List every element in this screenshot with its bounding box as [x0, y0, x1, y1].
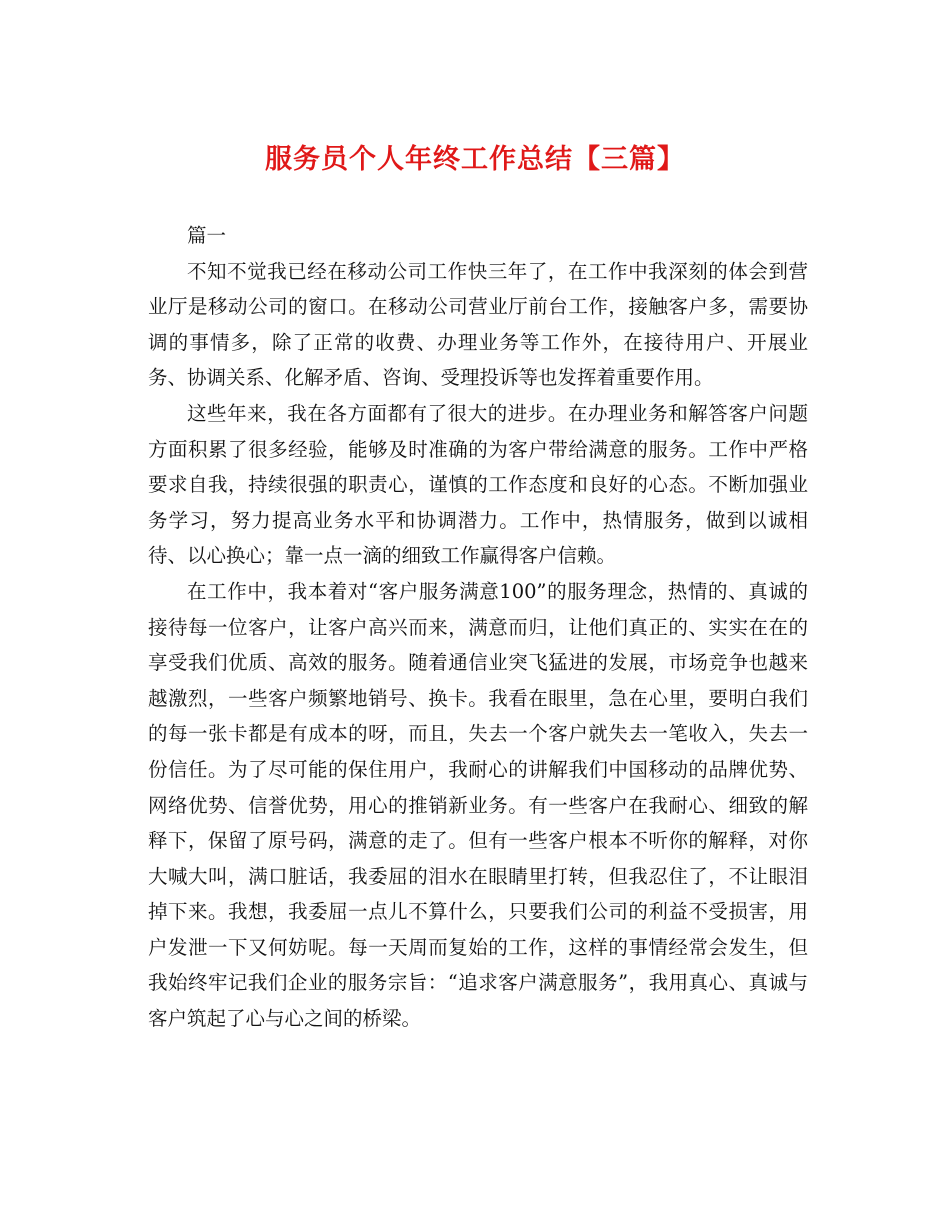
paragraph-1: 不知不觉我已经在移动公司工作快三年了，在工作中我深刻的体会到营业厅是移动公司的窗口。在移动公司营业厅前台工作，接触客户多，需要协调的事情多，除了正常的收费、办理业务等工作外，在接待用户、开展业务、协调关系、化解矛盾、咨询、受理投诉等也发挥着重要作用。: [148, 259, 808, 390]
document-body: [148, 218, 808, 1037]
document-title: 服务员个人年终工作总结【三篇】: [265, 144, 685, 175]
paragraph-2: 这些年来，我在各方面都有了很大的进步。在办理业务和解答客户问题方面积累了很多经验，能够及时准确的为客户带给满意的服务。工作中严格要求自我，持续很强的职责心，谨慎的工作态度和良好的心态。不断加强业务学习，努力提高业务水平和协调潜力。工作中，热情服务，做到以诚相待、以心换心；靠一点一滴的细致工作赢得客户信赖。: [148, 401, 808, 568]
paragraph-3: 在工作中，我本着对“客户服务满意100”的服务理念，热情的、真诚的接待每一位客户，让客户高兴而来，满意而归，让他们真正的、实实在在的享受我们优质、高效的服务。随着通信业突飞猛进的发展，市场竞争也越来越激烈，一些客户频繁地销号、换卡。我看在眼里，急在心里，要明白我们的每一张卡都是有成本的呀，而且，失去一个客户就失去一笔收入，失去一份信任。为了尽可能的保住用户，我耐心的讲解我们中国移动的品牌优势、网络优势、信誉优势，用心的推销新业务。有一些客户在我耐心、细致的解释下，保留了原号码，满意的走了。但有一些客户根本不听你的解释，对你大喊大叫，满口脏话，我委屈的泪水在眼睛里打转，但我忍住了，不让眼泪掉下来。我想，我委屈一点儿不算什么，只要我们公司的利益不受损害，用户发泄一下又何妨呢。每一天周而复始的工作，这样的事情经常会发生，但我始终牢记我们企业的服务宗旨：“追求客户满意服务”，我用真心、真诚与客户筑起了心与心之间的桥梁。: [148, 579, 808, 1031]
section-heading: 篇一: [187, 224, 227, 247]
